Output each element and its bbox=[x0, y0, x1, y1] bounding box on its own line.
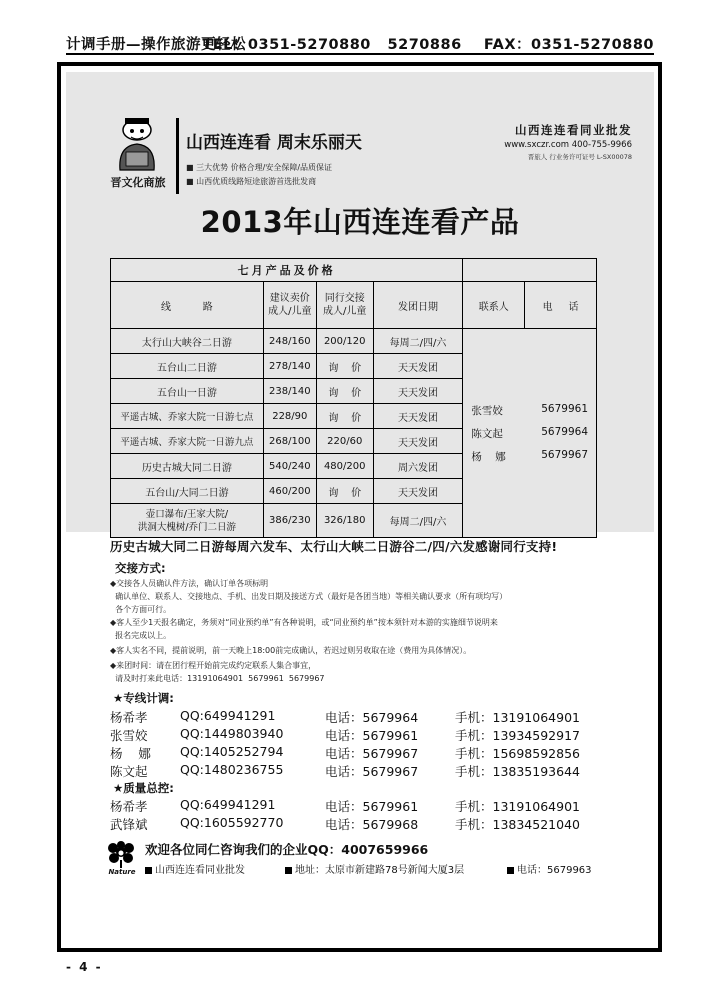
price-table bbox=[110, 258, 597, 538]
contact-name: 杨 娜 bbox=[471, 450, 506, 463]
procedure-title: 交接方式: bbox=[115, 561, 166, 575]
footer-address: 地址：太原市新建路78号新闻大厦3层 bbox=[295, 865, 465, 876]
procedure-item: ◆客人实名不同，提前说明，前一天晚上18:00前完成确认，若迟过则另收取在途（费用为具体情况）。 bbox=[110, 646, 472, 655]
quality-tel: 电话：5679968 bbox=[325, 817, 419, 832]
staff-row bbox=[110, 744, 610, 761]
welcome-line: 欢迎各位同仁咨询我们的企业QQ：4007659966 bbox=[145, 842, 429, 857]
staff-row bbox=[110, 708, 610, 725]
square-bullet-icon bbox=[507, 867, 514, 874]
retail-cell: 238/140 bbox=[263, 379, 316, 404]
banner-slogan: 山西连连看 周末乐丽天 bbox=[186, 133, 362, 153]
procedure-item: 确认单位、联系人、交接地点、手机、出发日期及接送方式（最好是各团当地）等相关确认要求（所有项均写） bbox=[110, 592, 508, 601]
header-contact: 联系人 bbox=[463, 282, 525, 329]
contact-name: 张雪姣 bbox=[471, 404, 503, 417]
route-cell: 壶口瀑布/王家大院/ 洪洞大槐树/乔门二日游 bbox=[111, 504, 264, 538]
departure-cell: 每周二/四/六 bbox=[373, 504, 463, 538]
staff-name: 杨 娜 bbox=[110, 746, 151, 761]
wholesale-cell: 200/120 bbox=[316, 329, 373, 354]
feature-line-1: ■ 三大优势 价格合理/安全保障/品质保证 bbox=[186, 163, 333, 172]
departure-cell: 周六发团 bbox=[373, 454, 463, 479]
contacts-cell bbox=[463, 329, 597, 538]
staff-qq: QQ:1405252794 bbox=[180, 744, 284, 759]
header-wholesale: 同行交接 成人/儿童 bbox=[316, 282, 373, 329]
staff-tel: 电话：5679967 bbox=[325, 746, 419, 761]
retail-cell: 386/230 bbox=[263, 504, 316, 538]
retail-cell: 540/240 bbox=[263, 454, 316, 479]
square-bullet-icon bbox=[285, 867, 292, 874]
contact-phone: 5679964 bbox=[541, 425, 588, 438]
procedure-item: 各个方面可行。 bbox=[110, 605, 172, 614]
nature-label: Nature bbox=[108, 868, 136, 876]
header-bar bbox=[66, 33, 654, 55]
procedure-item: ◆交接各人员确认件方法，确认订单各项标明 bbox=[110, 579, 269, 588]
header-route: 线 路 bbox=[111, 282, 264, 329]
quality-name: 杨希孝 bbox=[110, 799, 148, 814]
quality-name: 武锋斌 bbox=[110, 817, 148, 832]
staff-qq: QQ:1449803940 bbox=[180, 726, 284, 741]
contact-name: 陈文起 bbox=[471, 427, 503, 440]
staff-row bbox=[110, 726, 610, 743]
staff-mobile: 手机：13934592917 bbox=[455, 728, 580, 743]
contact-line bbox=[465, 445, 594, 468]
wholesale-cell: 询 价 bbox=[316, 404, 373, 429]
brand-banner bbox=[102, 110, 632, 198]
contact-phone: 5679967 bbox=[541, 448, 588, 461]
route-cell: 五台山二日游 bbox=[111, 354, 264, 379]
quality-qq: QQ:649941291 bbox=[180, 797, 276, 812]
route-cell: 平遥古城、乔家大院一日游七点 bbox=[111, 404, 264, 429]
footer-phone: 电话：5679963 bbox=[517, 865, 592, 876]
page-number: - 4 - bbox=[66, 960, 103, 974]
wholesale-cell: 询 价 bbox=[316, 479, 373, 504]
quality-mobile: 手机：13834521040 bbox=[455, 817, 580, 832]
staff-row bbox=[110, 762, 610, 779]
quality-row bbox=[110, 797, 610, 814]
departure-cell: 天天发团 bbox=[373, 354, 463, 379]
footer-company: 山西连连看同业批发 bbox=[155, 865, 245, 876]
wholesale-cell: 480/200 bbox=[316, 454, 373, 479]
quality-mobile: 手机：13191064901 bbox=[455, 799, 580, 814]
wholesale-cell: 220/60 bbox=[316, 429, 373, 454]
staff-tel: 电话：5679961 bbox=[325, 728, 419, 743]
staff-name: 杨希孝 bbox=[110, 710, 148, 725]
header-slogan: 计调手册—操作旅游更轻松 bbox=[66, 37, 246, 53]
staff-mobile: 手机：13835193644 bbox=[455, 764, 580, 779]
square-bullet-icon bbox=[145, 867, 152, 874]
company-name: 山西连连看同业批发 bbox=[515, 123, 632, 137]
contact-line bbox=[465, 422, 594, 445]
staff-name: 张雪姣 bbox=[110, 728, 148, 743]
staff-mobile: 手机：13191064901 bbox=[455, 710, 580, 725]
quality-title: ★质量总控: bbox=[113, 781, 174, 795]
route-cell: 太行山大峡谷二日游 bbox=[111, 329, 264, 354]
retail-cell: 228/90 bbox=[263, 404, 316, 429]
header-departure: 发团日期 bbox=[373, 282, 463, 329]
retail-cell: 278/140 bbox=[263, 354, 316, 379]
header-contacts: TEL：0351-5270880 5270886 FAX：0351-5270880 bbox=[202, 37, 654, 53]
staff-title: ★专线计调: bbox=[113, 691, 174, 705]
quality-row bbox=[110, 815, 610, 832]
staff-tel: 电话：5679964 bbox=[325, 710, 419, 725]
feature-line-2: ■ 山西优质线路短途旅游首选批发商 bbox=[186, 177, 317, 186]
wholesale-cell: 询 价 bbox=[316, 379, 373, 404]
notice-banner: 历史古城大同二日游每周六发车、太行山大峡二日游谷二/四/六发感谢同行支持! bbox=[110, 539, 558, 554]
quality-qq: QQ:1605592770 bbox=[180, 815, 284, 830]
route-cell: 平遥古城、乔家大院一日游九点 bbox=[111, 429, 264, 454]
header-retail: 建议卖价 成人/儿童 bbox=[263, 282, 316, 329]
table-row bbox=[111, 329, 597, 354]
logo-caption: 晋文化商旅 bbox=[110, 176, 166, 189]
staff-tel: 电话：5679967 bbox=[325, 764, 419, 779]
staff-name: 陈文起 bbox=[110, 764, 148, 779]
procedure-item: 请及时打来此电话：13191064901 5679961 5679967 bbox=[110, 674, 325, 683]
quality-tel: 电话：5679961 bbox=[325, 799, 419, 814]
staff-qq: QQ:649941291 bbox=[180, 708, 276, 723]
license-number: 晋旅人 行业务许可证号 L-SX00078 bbox=[527, 153, 632, 161]
procedure-item: ◆客人至少1天报名确定，务须对“同业预约单”有各种说明，或“同业预约单”按本须针对本游的实施细节说明来 bbox=[110, 618, 498, 627]
departure-cell: 天天发团 bbox=[373, 379, 463, 404]
company-website: www.sxczr.com 400-755-9966 bbox=[504, 140, 632, 150]
wholesale-cell: 询 价 bbox=[316, 354, 373, 379]
wholesale-cell: 326/180 bbox=[316, 504, 373, 538]
retail-cell: 268/100 bbox=[263, 429, 316, 454]
departure-cell: 天天发团 bbox=[373, 479, 463, 504]
staff-qq: QQ:1480236755 bbox=[180, 762, 284, 777]
departure-cell: 天天发团 bbox=[373, 429, 463, 454]
departure-cell: 每周二/四/六 bbox=[373, 329, 463, 354]
procedure-item: ◆来团时间：请在团行程开始前完成约定联系人集合事宜， bbox=[110, 661, 317, 670]
retail-cell: 248/160 bbox=[263, 329, 316, 354]
route-cell: 五台山/大同二日游 bbox=[111, 479, 264, 504]
staff-mobile: 手机：15698592856 bbox=[455, 746, 580, 761]
contact-phone: 5679961 bbox=[541, 402, 588, 415]
page-title: 2013年山西连连看产品 bbox=[200, 205, 520, 239]
route-cell: 五台山一日游 bbox=[111, 379, 264, 404]
banner-divider bbox=[176, 118, 179, 194]
departure-cell: 天天发团 bbox=[373, 404, 463, 429]
procedure-item: 报名完成以上。 bbox=[110, 631, 172, 640]
contact-line bbox=[465, 399, 594, 422]
table-title: 七月产品及价格 bbox=[111, 259, 463, 282]
route-cell: 历史古城大同二日游 bbox=[111, 454, 264, 479]
header-phone: 电 话 bbox=[525, 282, 597, 329]
retail-cell: 460/200 bbox=[263, 479, 316, 504]
